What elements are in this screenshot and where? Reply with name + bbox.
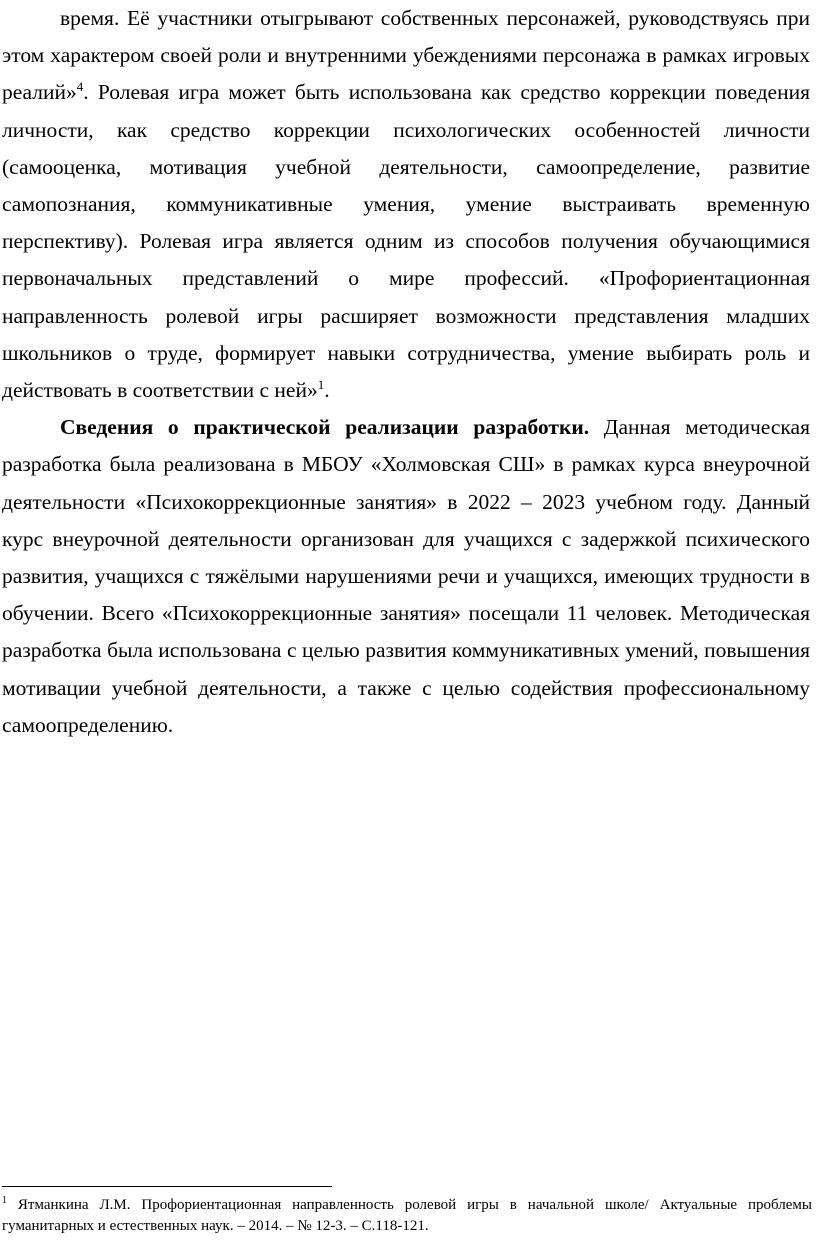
footnote-ref: 4 — [76, 79, 84, 95]
footnote — [2, 1195, 812, 1237]
body-text — [2, 0, 810, 744]
paragraph-text: . — [324, 378, 330, 403]
paragraph-text: . Ролевая игра может быть использована как средство коррекции поведения личности, как средство коррекции психологических особенностей личности (самооценка, мотивация учебной деятельности, самоопределение, развитие самопознания, коммуникативные умения, умение выстраивать временную перспективу). Ролевая игра является одним из способов получения обучающимися первоначальных представлений о мире профессий. «Профориентационная направленность ролевой игры расширяет возможности представления младших школьников о труде, формирует навыки сотрудничества, умение выбирать роль и действовать в соответствии с ней» — [2, 80, 810, 403]
paragraph-implementation — [2, 409, 810, 744]
paragraph-text: время. Её участники отыгрывают собственных персонажей, руководствуясь при этом характером своей роли и внутренними убеждениями персонажа в рамках игровых реалий» — [2, 6, 810, 105]
footnote-marker: 1 — [2, 1195, 7, 1206]
footnote-separator — [2, 1186, 332, 1187]
paragraph-role-play — [2, 0, 810, 409]
paragraph-text: Данная методическая разработка была реализована в МБОУ «Холмовская СШ» в рамках курса внеурочной деятельности «Психокоррекционные занятия» в 2022 – 2023 учебном году. Данный курс внеурочной деятельности организован для учащихся с задержкой психического развития, учащихся с тяжёлыми нарушениями речи и учащихся, имеющих трудности в обучении. Всего «Психокоррекционные занятия» посещали 11 человек. Методическая разработка была использована с целью развития коммуникативных умений, повышения мотивации учебной деятельности, а также с целью содействия профессиональному самоопределению. — [2, 415, 810, 737]
footnote-ref: 1 — [317, 376, 325, 392]
section-heading-inline: Сведения о практической реализации разработки. — [60, 415, 590, 440]
footnote-text: Ятманкина Л.М. Профориентационная направленность ролевой игры в начальной школе/ Актуальные проблемы гуманитарных и естественных наук. – 2014. – № 12-3. – С.118-121. — [2, 1197, 812, 1234]
